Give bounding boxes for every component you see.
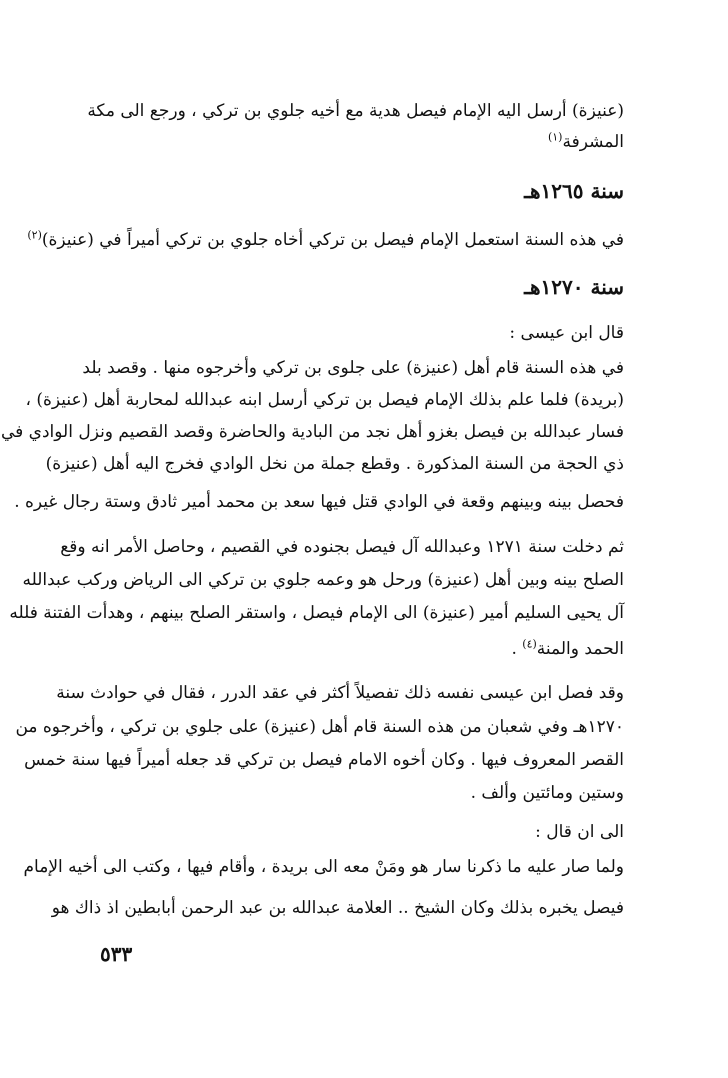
paragraph-4-line-3: فسار عبدالله بن فيصل بغزو أهل نجد من البادية والحاضرة وقصد القصيم ونزل الوادي في [0,422,624,442]
page-number: ٥٣٣ [100,942,133,966]
paragraph-6-line-3: القصر المعروف فيها . وكان أخوه الامام فيصل بن تركي قد جعله أميراً فيها سنة خمس [24,750,624,770]
paragraph-4-line-4: ذي الحجة من السنة المذكورة . وقطع جملة من نخل الوادي فخرج اليه أهل (عنيزة) [45,454,624,474]
paragraph-7-line-1: الى ان قال : [535,822,624,842]
footnote-marker-1: (١) [547,130,563,144]
paragraph-5-line-1: ثم دخلت سنة ١٢٧١ وعبدالله آل فيصل بجنوده في القصيم ، وحاصل الأمر انه وقع [60,537,624,557]
paragraph-8-line-2: فيصل يخبره بذلك وكان الشيخ .. العلامة عبدالله بن عبد الرحمن أبابطين اذ ذاك هو [51,898,624,918]
paragraph-5-line-2: الصلح بينه وبين أهل (عنيزة) ورحل هو وعمه جلوي بن تركي الى الرياض وركب عبدالله [22,570,624,590]
paragraph-6-line-2: ١٢٧٠هـ وفي شعبان من هذه السنة قام أهل (عنيزة) على جلوي بن تركي ، وأخرجوه من [15,717,624,737]
paragraph-5-line-3: آل يحيى السليم أمير (عنيزة) الى الإمام فيصل ، واستقر الصلح بينهم ، وهدأت الفتنة فلله [9,603,624,623]
paragraph-1-line-2 [104,131,624,153]
paragraph-4-line-1: في هذه السنة قام أهل (عنيزة) على جلوى بن تركي وأخرجوه منها . وقصد بلد [82,358,624,378]
paragraph-8-line-1: ولما صار عليه ما ذكرنا سار هو ومَنْ معه الى بريدة ، وأقام فيها ، وكتب الى أخيه الإمام [23,857,624,877]
paragraph-2-line-1 [27,228,624,251]
paragraph-6-line-1: وقد فصل ابن عيسى نفسه ذلك تفصيلاً أكثر في عقد الدرر ، فقال في حوادث سنة [56,683,624,703]
quote-intro-ibn-issa: قال ابن عيسى : [509,323,624,343]
paragraph-4-line-2: (بريدة) فلما علم بذلك الإمام فيصل بن تركي أرسل ابنه عبدالله لمحاربة أهل (عنيزة) ، [25,390,624,410]
paragraph-1-line-1: (عنيزة) أرسل اليه الإمام فيصل هدية مع أخيه جلوي بن تركي ، ورجع الى مكة [87,101,624,121]
paragraph-6-line-4: وستين ومائتين وألف . [470,783,624,803]
section-heading-1265: سنة ١٢٦٥هـ [524,179,624,203]
paragraph-2-text: في هذه السنة استعمل الإمام فيصل بن تركي أخاه جلوي بن تركي أميراً في (عنيزة) [41,230,624,250]
paragraph-1-text: المشرفة [562,132,624,152]
footnote-marker-4: (٤) [522,637,537,651]
section-heading-1270: سنة ١٢٧٠هـ [524,275,624,299]
paragraph-4-line-5: فحصل بينه وبينهم وقعة في الوادي قتل فيها سعد بن محمد أمير ثادق وستة رجال غيره . [14,492,624,512]
footnote-marker-2: (٢) [27,228,42,242]
paragraph-5-line-4 [104,638,624,660]
paragraph-5-text: الحمد والمنة [536,639,624,659]
paragraph-5-end: . [511,639,523,659]
